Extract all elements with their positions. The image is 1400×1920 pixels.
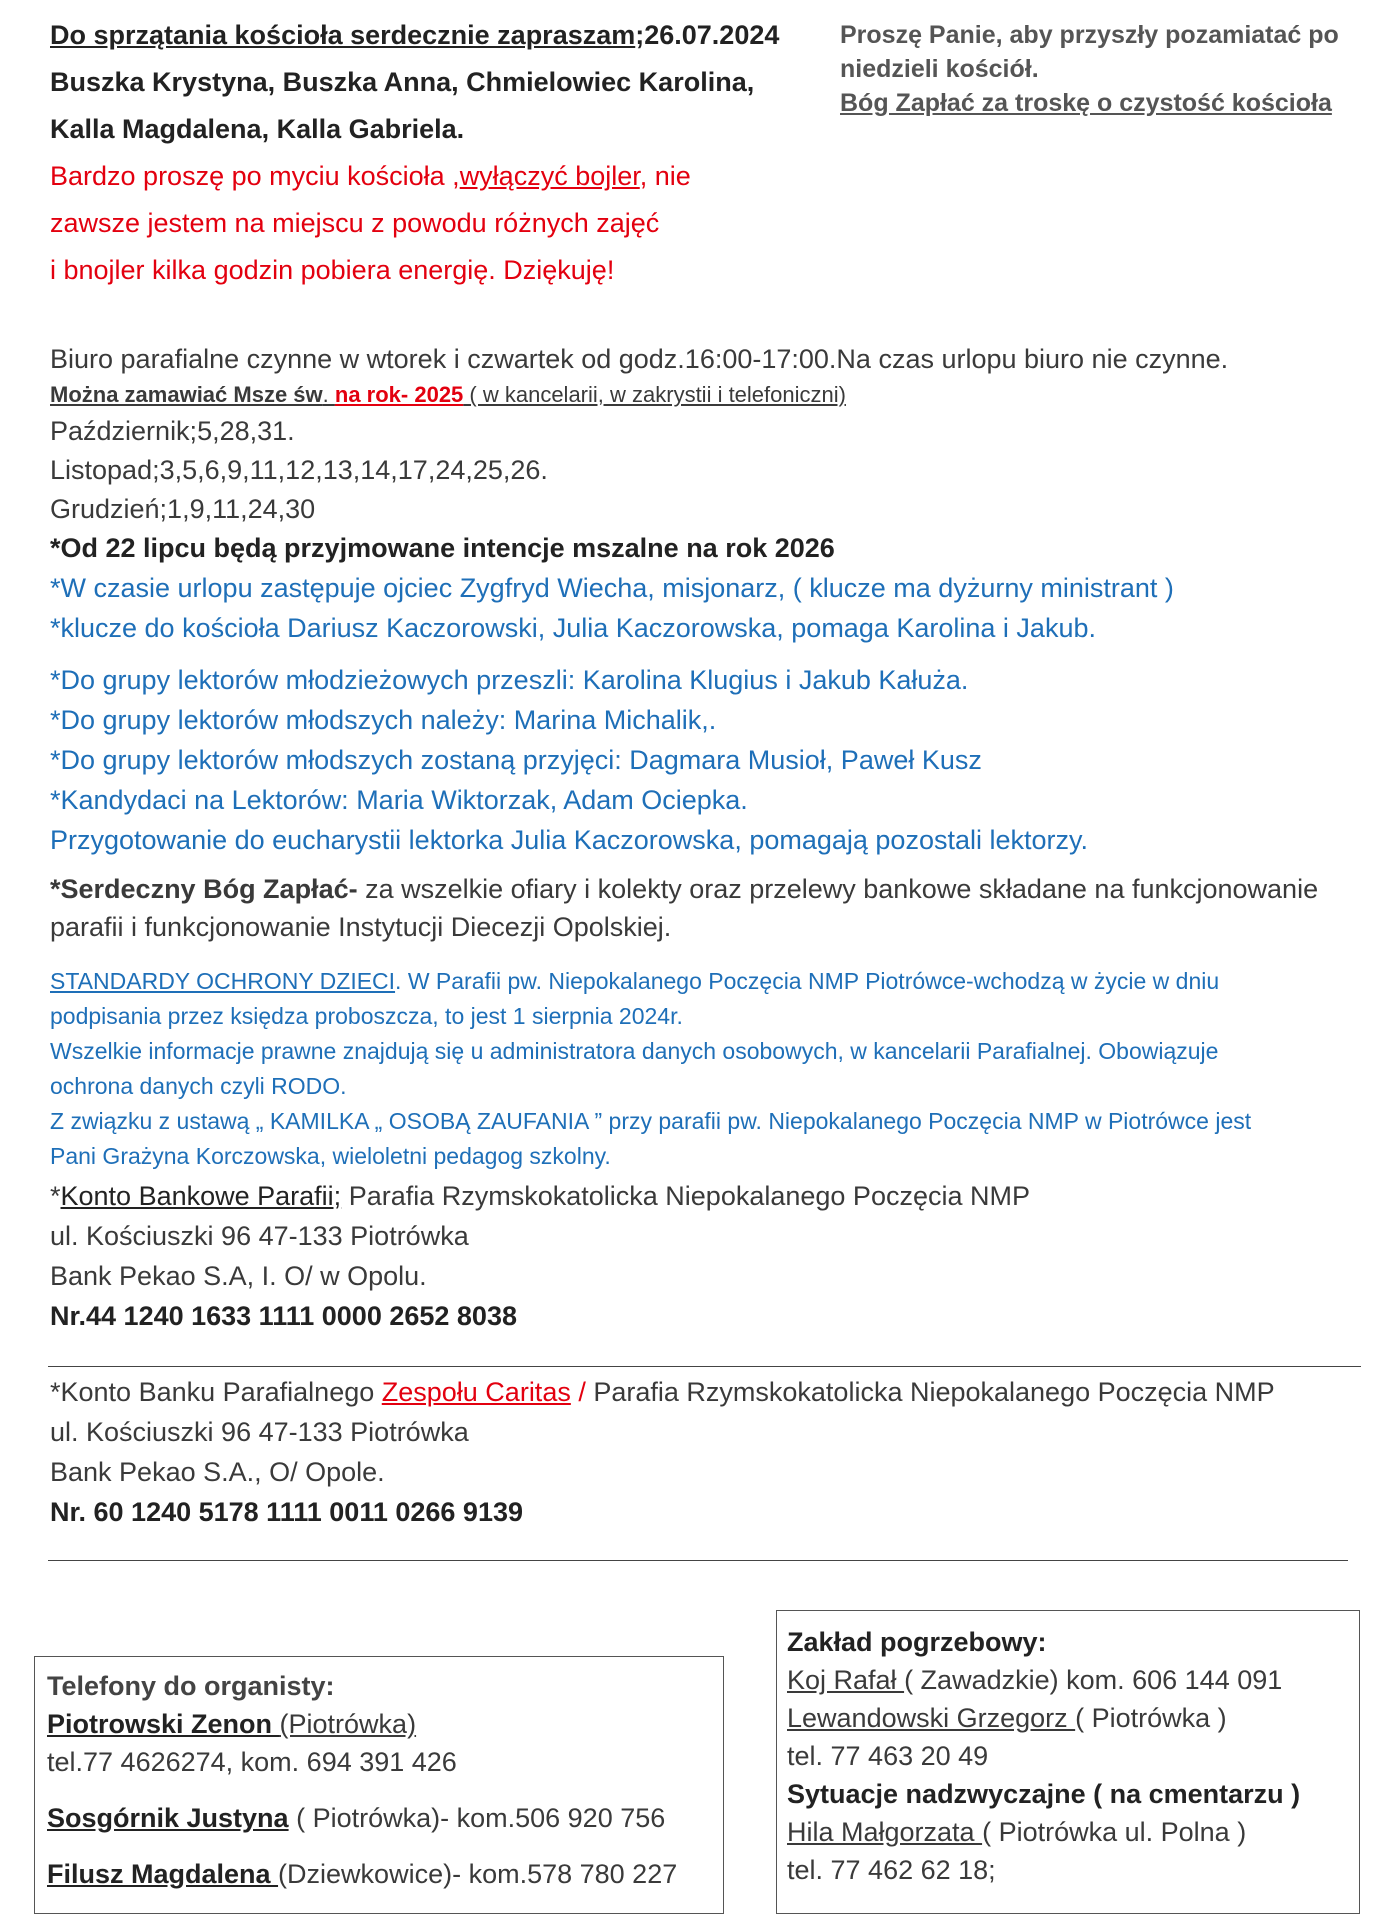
parish-bank-line-1 xyxy=(50,1176,1350,1216)
funeral-3-tel: tel. 77 462 62 18; xyxy=(787,1855,996,1885)
child-protection-line-4: ochrona danych czyli RODO. xyxy=(50,1073,347,1099)
child-protection-section xyxy=(50,964,1390,1174)
child-protection-line-3: Wszelkie informacje prawne znajdują się u administratora danych osobowych, w kancelarii Parafialnej. Obowiązuje xyxy=(50,1038,1219,1064)
office-hours: Biuro parafialne czynne w wtorek i czwartek od godz.16:00-17:00.Na czas urlopu biuro nie czynne. xyxy=(50,344,1229,374)
boiler-note-1 xyxy=(50,153,830,200)
thanks-line-1 xyxy=(50,870,1380,908)
office-section xyxy=(50,340,1370,648)
sweeping-thanks: Bóg Zapłać za troskę o czystość kościoła xyxy=(840,89,1332,117)
funeral-3 xyxy=(787,1813,1359,1851)
caritas-bank-name-line: Bank Pekao S.A., O/ Opole. xyxy=(50,1457,385,1487)
masses-where: ( w kancelarii, w zakrystii i telefoniczni) xyxy=(463,382,846,407)
cleaning-section xyxy=(50,12,830,294)
organist-2-name: Sosgórnik Justyna xyxy=(47,1803,289,1833)
funeral-1-rest: ( Zawadzkie) kom. 606 144 091 xyxy=(904,1665,1283,1695)
parish-bank-name-line: Bank Pekao S.A, I. O/ w Opolu. xyxy=(50,1261,427,1291)
funeral-box xyxy=(776,1610,1360,1914)
thanks-section xyxy=(50,870,1380,946)
masses-order-label: Można zamawiać Msze św xyxy=(50,382,323,407)
vacation-replacement: *W czasie urlopu zastępuje ojciec Zygfryd Wiecha, misjonarz, ( klucze ma dyżurny ministrant ) xyxy=(50,573,1174,603)
organist-3-name: Filusz Magdalena xyxy=(47,1859,279,1889)
organist-3 xyxy=(47,1855,723,1893)
church-keys: *klucze do kościoła Dariusz Kaczorowski, Julia Kaczorowska, pomaga Karolina i Jakub. xyxy=(50,613,1096,643)
boiler-off-link[interactable]: wyłączyć bojler xyxy=(459,161,640,191)
boiler-note-text: Bardzo proszę po myciu kościoła , xyxy=(50,161,460,191)
child-protection-line-1 xyxy=(50,964,1390,999)
child-protection-rest: . W Parafii pw. Niepokalanego Poczęcia NMP Piotrówce-wchodzą w życie w dniu xyxy=(395,968,1220,994)
cleaning-heading xyxy=(50,12,830,59)
organist-2-rest: ( Piotrówka)- kom.506 920 756 xyxy=(288,1803,666,1833)
funeral-2-name: Lewandowski Grzegorz xyxy=(787,1703,1076,1733)
funeral-3-name: Hila Małgorzata xyxy=(787,1817,983,1847)
parish-bank-account xyxy=(50,1176,1350,1336)
child-protection-line-5: Z związku z ustawą „ KAMILKA „ OSOBĄ ZAUFANIA ” przy parafii pw. Niepokalanego Poczęcia NMP w Piotrówce jest xyxy=(50,1108,1252,1134)
parish-bank-label: Konto Bankowe Parafii; xyxy=(60,1181,342,1211)
cleaning-names-1: Buszka Krystyna, Buszka Anna, Chmielowiec Karolina, xyxy=(50,67,755,97)
divider-2 xyxy=(48,1560,1348,1561)
parish-bank-star: * xyxy=(50,1181,61,1211)
funeral-title: Zakład pogrzebowy: xyxy=(787,1627,1047,1657)
caritas-bank-line-1 xyxy=(50,1372,1370,1412)
lectors-candidates: *Kandydaci na Lektorów: Maria Wiktorzak, Adam Ociepka. xyxy=(50,785,748,815)
organist-box xyxy=(34,1656,724,1914)
thanks-line-2: parafii i funkcjonowanie Instytucji Diecezji Opolskiej. xyxy=(50,912,672,942)
masses-dot: . xyxy=(322,382,335,407)
caritas-bank-number: Nr. 60 1240 5178 1111 0011 0266 9139 xyxy=(50,1497,523,1527)
funeral-2-tel: tel. 77 463 20 49 xyxy=(787,1741,989,1771)
organist-1-phones: tel.77 4626274, kom. 694 391 426 xyxy=(47,1747,457,1777)
funeral-1-name: Koj Rafał xyxy=(787,1665,905,1695)
month-october: Październik;5,28,31. xyxy=(50,416,295,446)
cleaning-names-2: Kalla Magdalena, Kalla Gabriela. xyxy=(50,114,465,144)
organist-2 xyxy=(47,1799,723,1837)
lectors-accepted: *Do grupy lektorów młodszych zostaną przyjęci: Dagmara Musioł, Paweł Kusz xyxy=(50,745,982,775)
organist-1-place: (Piotrówka) xyxy=(279,1709,417,1739)
caritas-bank-name: Parafia Rzymskokatolicka Niepokalanego Poczęcia NMP xyxy=(585,1377,1275,1407)
child-protection-link[interactable]: STANDARDY OCHRONY DZIECI xyxy=(50,968,396,994)
caritas-bank-prefix: *Konto Banku Parafialnego xyxy=(50,1377,382,1407)
lectors-youth: *Do grupy lektorów młodzieżowych przeszli: Karolina Klugius i Jakub Kałuża. xyxy=(50,665,969,695)
funeral-2 xyxy=(787,1699,1359,1737)
organist-1-name: Piotrowski Zenon xyxy=(47,1709,280,1739)
sweeping-note xyxy=(840,18,1360,120)
parish-bank-address: ul. Kościuszki 96 47-133 Piotrówka xyxy=(50,1221,469,1251)
organist-title: Telefony do organisty: xyxy=(47,1671,335,1701)
caritas-slash: / xyxy=(570,1377,586,1407)
masses-order xyxy=(50,378,1370,412)
month-december: Grudzień;1,9,11,24,30 xyxy=(50,494,316,524)
thanks-bold: *Serdeczny Bóg Zapłać- xyxy=(50,874,358,904)
intentions-2026: *Od 22 lipcu będą przyjmowane intencje mszalne na rok 2026 xyxy=(50,533,835,563)
funeral-3-rest: ( Piotrówka ul. Polna ) xyxy=(982,1817,1247,1847)
boiler-note-3: i bnojler kilka godzin pobiera energię. Dziękuję! xyxy=(50,255,615,285)
funeral-2-rest: ( Piotrówka ) xyxy=(1075,1703,1227,1733)
divider-1 xyxy=(48,1366,1361,1367)
sweeping-note-1: Proszę Panie, aby przyszły pozamiatać po xyxy=(840,21,1339,49)
child-protection-line-6: Pani Grażyna Korczowska, wieloletni pedagog szkolny. xyxy=(50,1143,611,1169)
caritas-link[interactable]: Zespołu Caritas xyxy=(381,1377,571,1407)
month-november: Listopad;3,5,6,9,11,12,13,14,17,24,25,26. xyxy=(50,455,548,485)
lectors-younger: *Do grupy lektorów młodszych należy: Marina Michalik,. xyxy=(50,705,717,735)
organist-3-rest: (Dziewkowice)- kom.578 780 227 xyxy=(278,1859,678,1889)
parish-bank-number: Nr.44 1240 1633 1111 0000 2652 8038 xyxy=(50,1301,517,1331)
masses-year: na rok- 2025 xyxy=(334,382,464,407)
boiler-note-2: zawsze jestem na miejscu z powodu różnych zajęć xyxy=(50,208,660,238)
parish-bank-name: Parafia Rzymskokatolicka Niepokalanego Poczęcia NMP xyxy=(341,1181,1030,1211)
cleaning-date: ;26.07.2024 xyxy=(635,20,780,50)
emergency-title: Sytuacje nadzwyczajne ( na cmentarzu ) xyxy=(787,1779,1301,1809)
caritas-bank-address: ul. Kościuszki 96 47-133 Piotrówka xyxy=(50,1417,469,1447)
thanks-rest: za wszelkie ofiary i kolekty oraz przelewy bankowe składane na funkcjonowanie xyxy=(357,874,1319,904)
sweeping-note-2: niedzieli kościół. xyxy=(840,55,1039,83)
eucharist-prep: Przygotowanie do eucharystii lektorka Julia Kaczorowska, pomagają pozostali lektorzy. xyxy=(50,825,1088,855)
cleaning-heading-text: Do sprzątania kościoła serdecznie zapraszam xyxy=(50,20,636,50)
caritas-bank-account xyxy=(50,1372,1370,1532)
boiler-note-tail: , nie xyxy=(639,161,691,191)
child-protection-line-2: podpisania przez księdza proboszcza, to jest 1 sierpnia 2024r. xyxy=(50,1003,683,1029)
organist-1 xyxy=(47,1705,723,1743)
funeral-1 xyxy=(787,1661,1359,1699)
lectors-section xyxy=(50,660,1370,860)
